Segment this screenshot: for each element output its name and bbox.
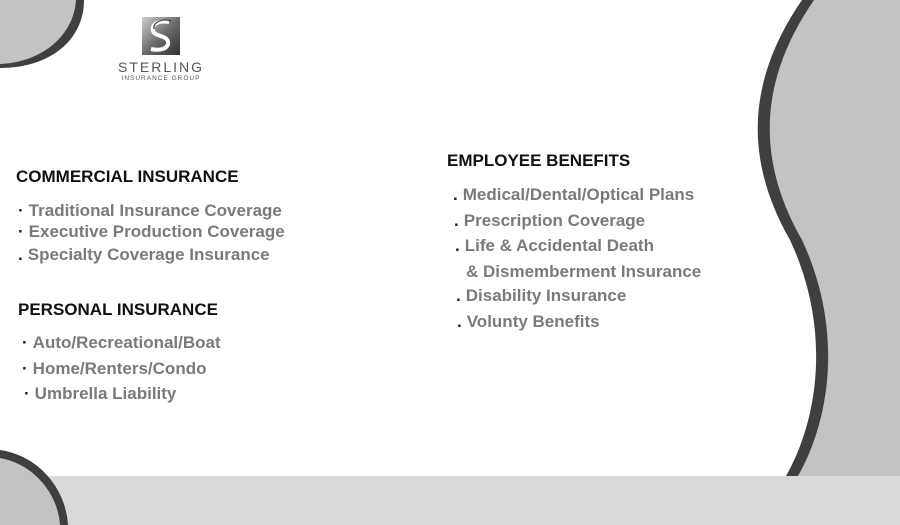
- logo-subtitle: INSURANCE GROUP: [121, 75, 201, 82]
- employee-item: [457, 312, 600, 332]
- employee-item-label: Disability Insurance: [465, 286, 627, 305]
- personal-item: [22, 333, 221, 353]
- bullet: ·: [22, 333, 28, 352]
- commercial-item-label: Specialty Coverage Insurance: [27, 245, 270, 264]
- bullet: ·: [18, 222, 24, 241]
- commercial-item: [18, 201, 282, 221]
- employee-item: [453, 185, 694, 205]
- bullet: ·: [18, 201, 24, 220]
- sterling-logo: [108, 16, 214, 83]
- employee-item-label: Prescription Coverage: [463, 211, 646, 230]
- bullet: .: [456, 286, 461, 305]
- bullet: .: [455, 236, 460, 255]
- employee-item-continuation: [466, 262, 701, 282]
- personal-item-label: Umbrella Liability: [34, 384, 177, 403]
- employee-item: [456, 286, 626, 306]
- personal-item: [24, 384, 176, 404]
- personal-item-label: Auto/Recreational/Boat: [32, 333, 221, 352]
- bullet: .: [454, 211, 459, 230]
- employee-item-label: & Dismemberment Insurance: [466, 262, 702, 281]
- stylized-s-logo-icon: [141, 16, 181, 56]
- employee-item: [455, 236, 654, 256]
- bullet: .: [18, 245, 23, 264]
- bullet: ·: [22, 359, 28, 378]
- personal-item-label: Home/Renters/Condo: [32, 359, 207, 378]
- employee-item-label: Life & Accidental Death: [464, 236, 654, 255]
- commercial-item-label: Executive Production Coverage: [28, 222, 285, 241]
- personal-insurance-heading: PERSONAL INSURANCE: [18, 300, 218, 319]
- bullet: .: [457, 312, 462, 331]
- commercial-item-label: Traditional Insurance Coverage: [28, 201, 282, 220]
- employee-benefits-heading: EMPLOYEE BENEFITS: [447, 151, 631, 170]
- commercial-insurance-heading: COMMERCIAL INSURANCE: [16, 167, 239, 186]
- employee-item-label: Volunty Benefits: [466, 312, 600, 331]
- personal-item: [22, 359, 206, 379]
- bullet: ·: [24, 384, 30, 403]
- commercial-item: [18, 222, 285, 242]
- commercial-item: [18, 245, 270, 265]
- employee-item: [454, 211, 645, 231]
- logo-name: STERLING: [117, 59, 204, 75]
- bullet: .: [453, 185, 458, 204]
- employee-item-label: Medical/Dental/Optical Plans: [462, 185, 695, 204]
